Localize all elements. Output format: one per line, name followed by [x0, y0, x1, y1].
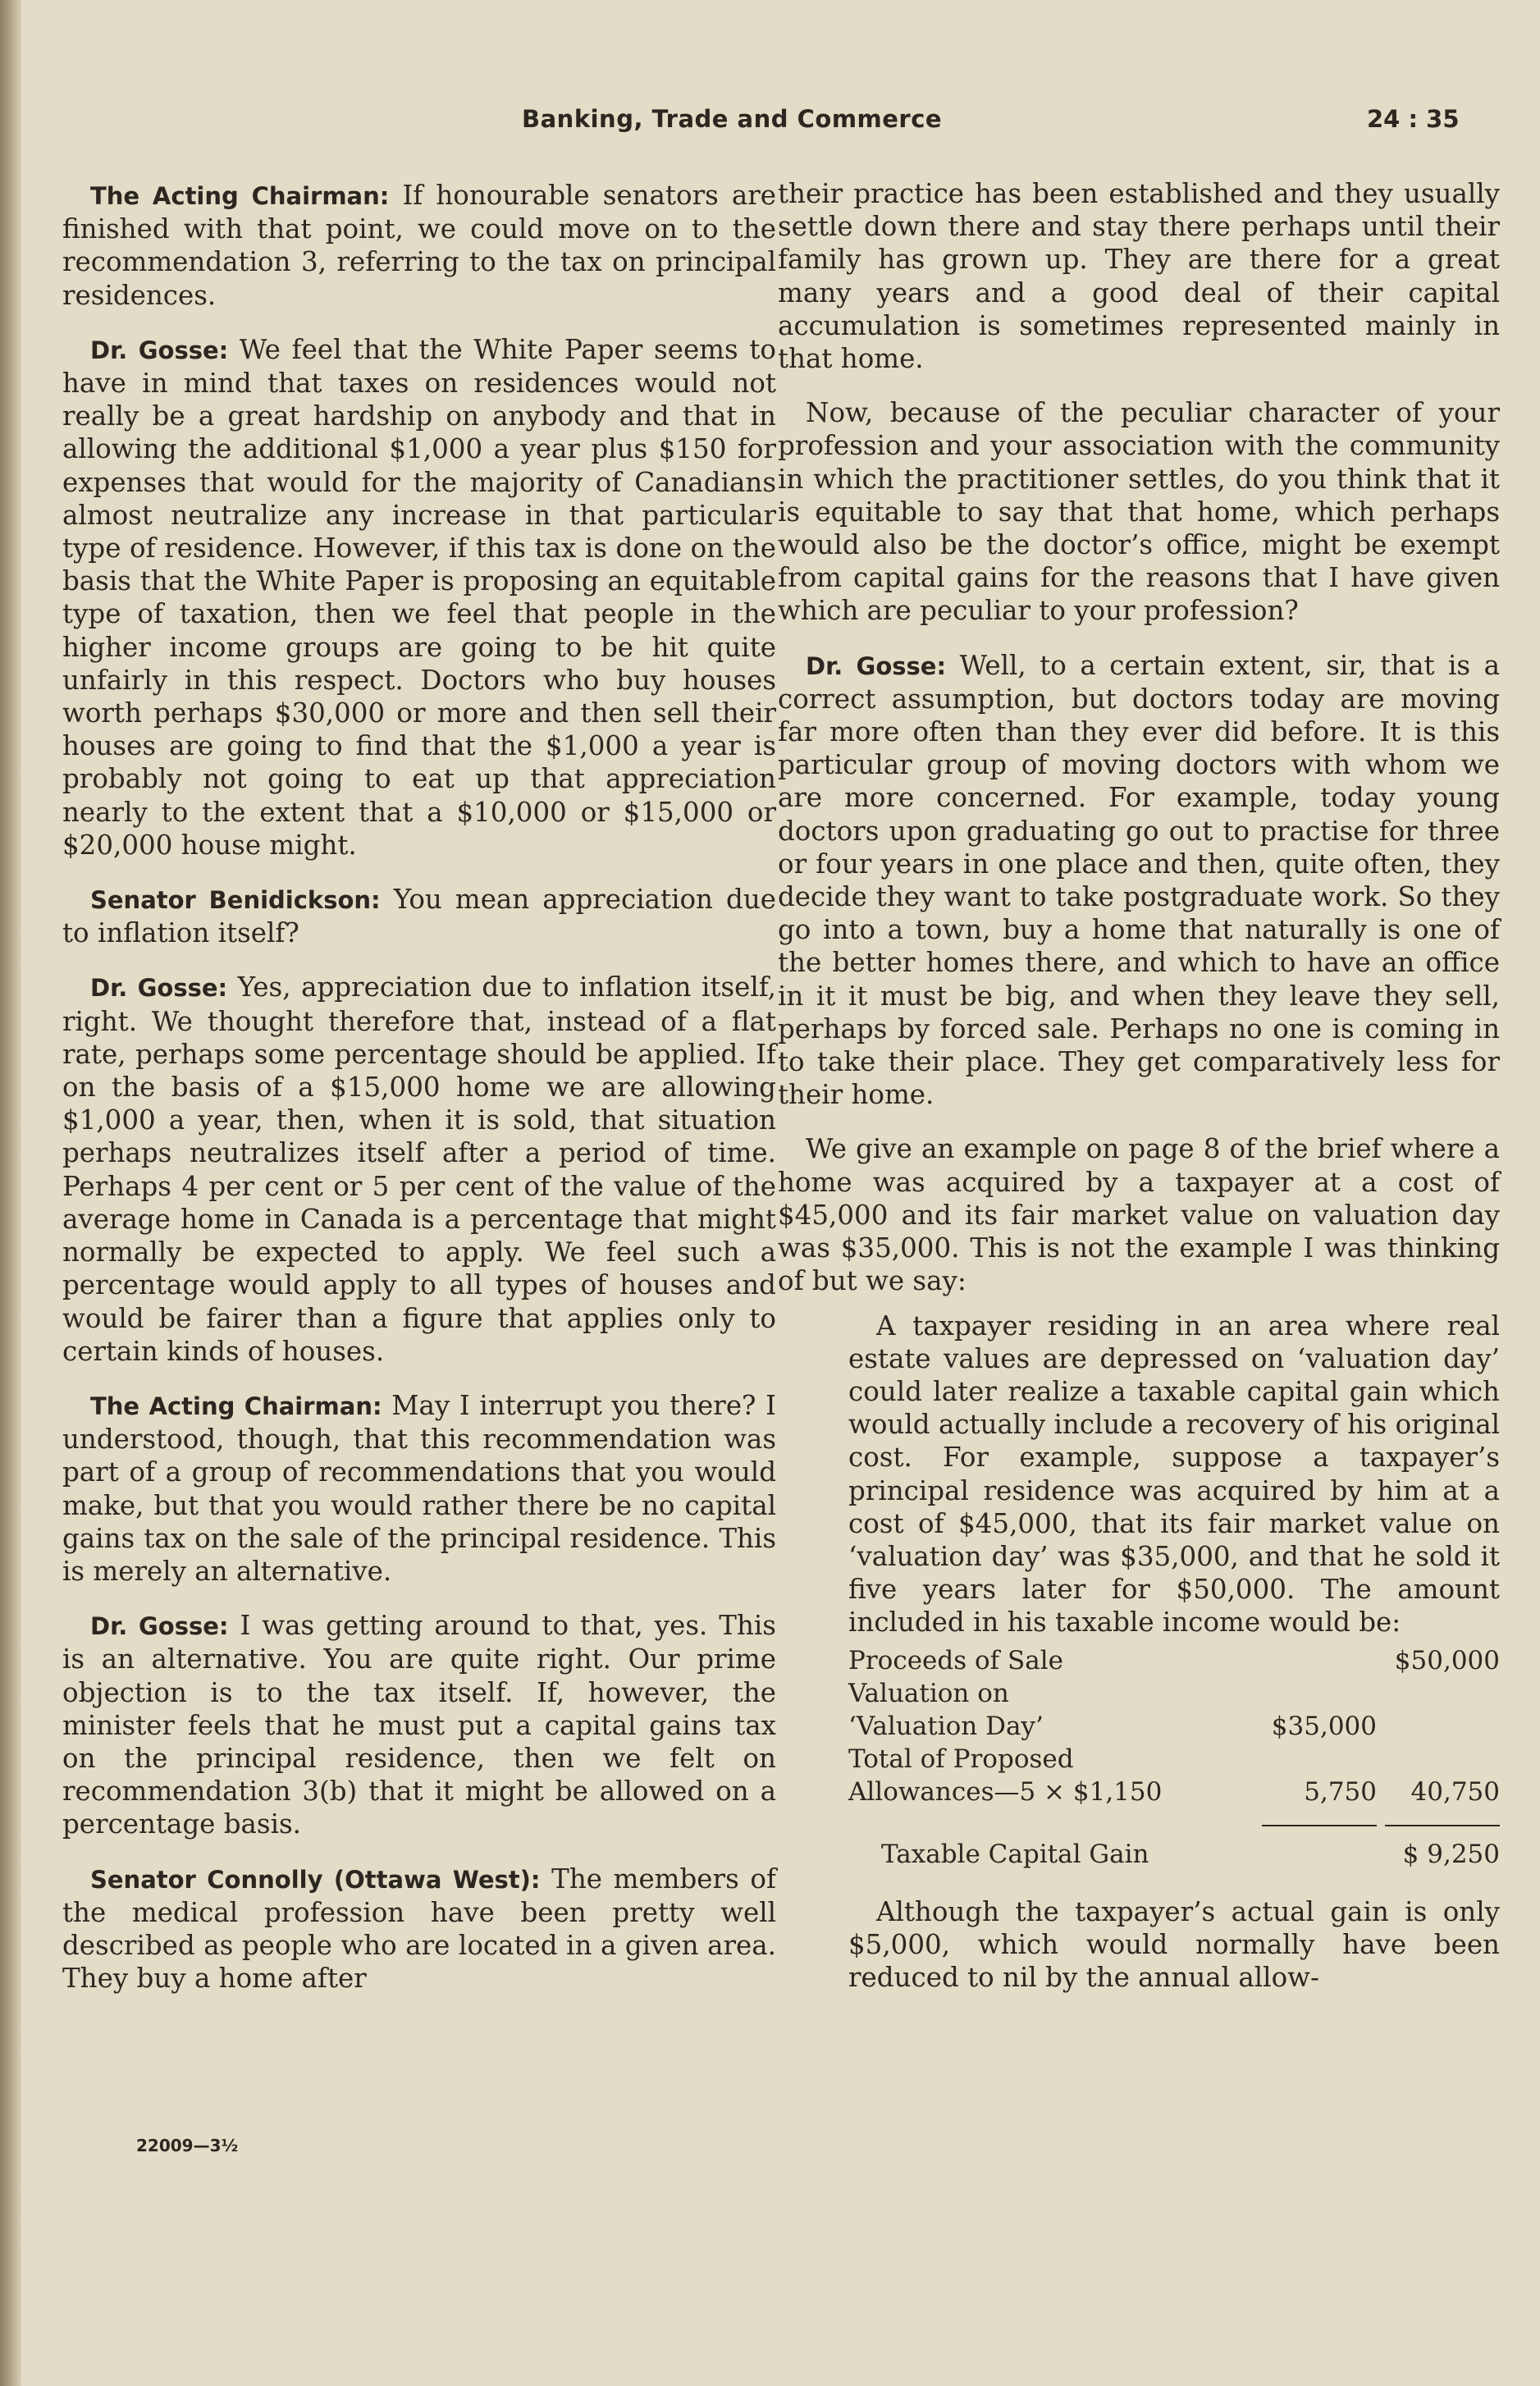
paragraph-text: We give an example on page 8 of the brief where a home was acquired by a taxpayer at a cost of $45,000 and its fair market value on valuation day was $35,000. This is not the example I was thinking of but we say: [778, 1133, 1500, 1297]
paragraph [62, 333, 776, 862]
print-code: 22009—3½ [136, 2136, 239, 2155]
calc-label: Allowances—5 × $1,150 [848, 1776, 1163, 1807]
speaker-name: Senator Benidickson: [90, 886, 381, 915]
right-column [778, 177, 1500, 2015]
speaker-name: Dr. Gosse: [90, 1612, 229, 1641]
paragraph [62, 1389, 776, 1588]
sum-rule [848, 1808, 1500, 1826]
paragraph [62, 883, 776, 949]
paragraph [778, 649, 1500, 1112]
calc-row [848, 1743, 1500, 1776]
paragraph-text: Well, to a certain extent, sir, that is a correct assumption, but doctors today are moving far more often than they ever did before. It is this particular group of moving doctors with whom we are more concerned. For example, today young doctors upon graduating go out to practise for three or four years in one place and then, quite often, they decide they want to take postgraduate work. So they go into a town, buy a home that naturally is one of the better homes there, and which to have an office in it it must be big, and when they leave they sell, perhaps by forced sale. Perhaps no one is coming in to take their place. They get comparatively less for their home. [778, 649, 1500, 1111]
speaker-name: The Acting Chairman: [90, 182, 390, 210]
quote-text: A taxpayer residing in an area where real estate values are depressed on ‘valuation day’ could later realize a taxable capital gain which would actually include a recovery of his original cost. For example, suppose a taxpayer’s principal residence was acquired by him at a cost of $45,000, that its fair market value on ‘valuation day’ was $35,000, and that he sold it five years later for $50,000. The amount included in his taxable income would be: [848, 1310, 1500, 1639]
paragraph-text: Yes, appreciation due to inflation itself, right. We thought therefore that, instead of a flat rate, perhaps some percentage should be applied. If on the basis of a $15,000 home we are allowing $1,000 a year, then, when it is sold, that situation perhaps neutralizes itself after a period of time. Perhaps 4 per cent or 5 per cent of the value of the average home in Canada is a percentage that might normally be expected to apply. We feel such a percentage would apply to all types of houses and would be fairer than a figure that applies only to certain kinds of houses. [62, 971, 776, 1367]
calc-total-row [848, 1838, 1500, 1871]
paragraph [62, 971, 776, 1367]
quote-paragraph [848, 1310, 1500, 1639]
rule-line [1262, 1808, 1377, 1826]
document-page [21, 0, 1540, 2386]
paragraph-text: May I interrupt you there? I understood, though, that this recommendation was part of a group of recommendations that you would make, but that you would rather there be no capital gains tax on the sale of the principal residence. This is merely an alternative. [62, 1389, 776, 1587]
paragraph [848, 1895, 1500, 1995]
paragraph [62, 179, 776, 312]
left-column [62, 179, 776, 2016]
rule-line [1385, 1808, 1500, 1826]
calc-row [848, 1710, 1500, 1743]
book-binding-shadow [0, 0, 21, 2386]
calc-right [1377, 1710, 1500, 1743]
calc-label: Total of Proposed [848, 1744, 1074, 1774]
calc-label: ‘Valuation Day’ [848, 1711, 1044, 1741]
speaker-name: Senator Connolly (Ottawa West): [90, 1865, 541, 1894]
calc-label: Taxable Capital Gain [881, 1839, 1149, 1869]
calc-label: Proceeds of Sale [848, 1645, 1063, 1675]
calc-right: $50,000 [1394, 1645, 1500, 1675]
paragraph-text: You mean appreciation due to inflation itself? [62, 884, 776, 949]
calc-right: $ 9,250 [1402, 1839, 1500, 1869]
speaker-name: Dr. Gosse: [90, 336, 229, 364]
paragraph [778, 396, 1500, 627]
calc-right: 40,750 [1410, 1776, 1500, 1807]
calc-mid: 5,750 [1304, 1776, 1377, 1807]
speaker-name: Dr. Gosse: [90, 974, 228, 1003]
paragraph-text: Now, because of the peculiar character of your profession and your association with the community in which the practitioner settles, do you think that it is equitable to say that that home, which perhaps would also be the doctor’s office, might be exempt from capital gains for the reasons that I have given which are peculiar to your profession? [778, 397, 1500, 627]
calc-mid [1262, 1644, 1377, 1677]
calc-label: Valuation on [848, 1678, 1009, 1708]
running-header [21, 105, 1540, 146]
paragraph [778, 1132, 1500, 1297]
calc-mid: $35,000 [1271, 1711, 1377, 1741]
paragraph-text: If honourable senators are finished with that point, we could move on to the recommendation 3, referring to the tax on principal residences. [62, 180, 776, 311]
calc-row [848, 1677, 1500, 1710]
page-number: 24 : 35 [1367, 105, 1460, 133]
paragraph-text: their practice has been established and they usually settle down there and stay there perhaps until their family has grown up. They are there for a great many years and a good deal of their capital accumulation is sometimes represented mainly in that home. [778, 178, 1500, 375]
speaker-name: Dr. Gosse: [806, 651, 947, 680]
paragraph [62, 1863, 776, 1995]
paragraph [62, 1609, 776, 1840]
paragraph-text: Although the taxpayer’s actual gain is only $5,000, which would normally have been reduced to nil by the annual allow- [848, 1895, 1500, 1993]
paragraph-text: We feel that the White Paper seems to have in mind that taxes on residences would not really be a great hardship on anybody and that in allowing the additional $1,000 a year plus $150 for expenses that would for the majority of Canadians almost neutralize any increase in that particular type of residence. However, if this tax is done on the basis that the White Paper is proposing an equitable type of taxation, then we feel that people in the higher income groups are going to be hit quite unfairly in this respect. Doctors who buy houses worth perhaps $30,000 or more and then sell their houses are going to find that the $1,000 a year is probably not going to eat up that appreciation nearly to the extent that a $10,000 or $15,000 or $20,000 house might. [62, 333, 776, 861]
calc-row [848, 1776, 1500, 1808]
calculation-table [848, 1644, 1500, 1871]
calc-row [848, 1644, 1500, 1677]
header-title: Banking, Trade and Commerce [522, 105, 943, 133]
paragraph-text: The members of the medical profession have been pretty well described as people who are located in a given area. They buy a home after [62, 1863, 776, 1995]
block-quote [848, 1310, 1500, 1639]
speaker-name: The Acting Chairman: [90, 1392, 382, 1420]
paragraph-text: I was getting around to that, yes. This is an alternative. You are quite right. Our prime objection is to the tax itself. If, however, the minister feels that he must put a capital gains tax on the principal residence, then we felt on recommendation 3(b) that it might be allowed on a percentage basis. [62, 1610, 776, 1840]
paragraph [778, 177, 1500, 375]
